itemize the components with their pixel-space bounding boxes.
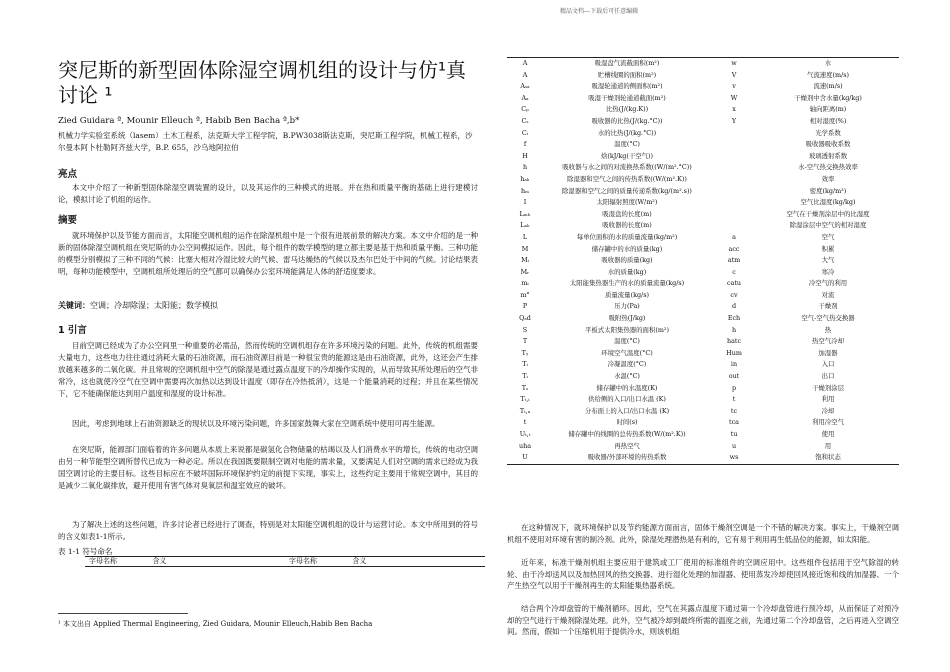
subscript-meaning-cell: 光学系数 (815, 128, 841, 137)
description-cell: 每单位面积的水的质量流量(kg/m²) (576, 232, 678, 241)
nomenclature-row (507, 244, 899, 256)
symbol-cell: H (522, 151, 528, 160)
nomenclature-row (507, 209, 899, 221)
subscript-cell: a (732, 232, 736, 241)
subscript-meaning-cell: 使用 (821, 430, 835, 438)
symbol-cell: Cᵢ (521, 128, 529, 137)
subscript-meaning-cell: 水 (757, 58, 899, 70)
description-cell: 再热空气 (614, 441, 640, 450)
nomenclature-row (507, 70, 899, 82)
description-cell: 供给侧的入口/出口水温 (K) (588, 395, 666, 404)
subscript-meaning-cell: 干燥剂中含水量(kg/kg) (794, 93, 862, 102)
subscript-cell (711, 162, 757, 174)
subscript-meaning-cell: 除湿涂层中空气的相对湿度 (789, 221, 867, 230)
symbol-cell: t (523, 418, 527, 427)
description-cell: 水的比热(J/(kg.°C)) (597, 128, 657, 137)
subscript-cell: catu (726, 279, 742, 288)
symbol-cell: Qₐd (519, 314, 531, 323)
subscript-meaning-cell: 利用冷空气 (812, 418, 844, 427)
description-cell: 冷凝温度(°C) (607, 360, 647, 369)
description-cell: 质量流量(kg/s) (605, 290, 649, 299)
subscript-meaning-cell: 流速(m/s) (813, 82, 843, 91)
subscript-meaning-cell: 轴向距离(m) (809, 105, 847, 114)
subscript-meaning-cell: 大气 (821, 256, 835, 265)
description-cell: 吸收器/外部环境的传热系数 (543, 452, 711, 464)
subscript-cell (711, 151, 757, 163)
nomenclature-row (507, 139, 899, 151)
symbol-cell: f (523, 140, 527, 149)
nomenclature-row (507, 93, 899, 105)
description-cell: 吸湿轮通道的侧面积(m²) (591, 82, 663, 91)
subscript-cell: u (731, 441, 737, 450)
subscript-cell (711, 174, 757, 186)
description-cell: 吸收器的质量(kg) (601, 256, 653, 265)
subscript-meaning-cell: 加湿器 (818, 348, 838, 357)
nomenclature-row (507, 58, 899, 70)
description-cell: 吸收器的长度(m) (602, 221, 652, 230)
nomenclature-row (507, 128, 899, 140)
subscript-cell: x (732, 105, 736, 114)
symbol-cell: h (522, 163, 528, 172)
subscript-meaning-cell: 空气比湿度(kg/kg) (800, 198, 856, 207)
nomenclature-row (507, 394, 899, 406)
nomenclature-row (507, 232, 899, 244)
symbol-cell: Tᵢ (522, 372, 528, 381)
subscript-meaning-cell: 相对湿度(%) (809, 116, 847, 125)
symbol-cell: A (522, 70, 528, 79)
description-cell: 吸湿盘的长度(m) (602, 209, 652, 218)
subscript-meaning-cell: 出口 (821, 372, 835, 381)
subscript-cell: p (731, 383, 737, 392)
symbol-cell: Lₐₕ (520, 221, 530, 230)
subscript-cell (711, 139, 757, 151)
symbol-cell: Tᵢ (522, 360, 528, 369)
symbol-header: 字母名称 (285, 557, 348, 567)
subscript-cell: out (728, 372, 740, 381)
subscript-cell: tca (729, 418, 739, 427)
description-cell: 焓(kJ/kg(干空气)) (600, 151, 654, 160)
subscript-meaning-cell: 利用 (821, 395, 835, 404)
subscript-cell: cv (730, 290, 738, 299)
subscript-cell: atm (727, 256, 741, 265)
symbol-cell: Tᵧ (521, 348, 529, 357)
subscript-cell: acc (728, 244, 740, 253)
symbol-cell: Lₘₕ (519, 209, 531, 218)
subscript-meaning-cell: 密度(kg/m³) (809, 186, 847, 195)
subscript-meaning-cell: 空气在干燥剂涂层中的比湿度 (786, 209, 870, 218)
subscript-cell: V (731, 70, 737, 79)
symbol-table-caption: 表 1-1 符号命名 (58, 547, 113, 556)
subscript-cell: h (731, 325, 737, 334)
symbol-cell: Cₚ (521, 105, 529, 114)
subscript-cell (711, 128, 757, 140)
symbol-cell: Mᵣ (520, 267, 530, 276)
nomenclature-row (507, 383, 899, 395)
subscript-meaning-cell: 寒冷 (821, 267, 835, 276)
subscript-meaning-cell: 空气-空气热交换器 (801, 314, 855, 323)
description-cell: 贮槽线圈的面积(m²) (597, 70, 657, 79)
subscript-meaning-cell: 对流 (821, 290, 835, 299)
subscript-meaning-cell: 干燥剂涂层 (812, 383, 844, 392)
keywords-text: 空调；冷却除湿；太阳能；数学模拟 (90, 301, 218, 310)
description-cell: 时间(s) (616, 418, 638, 427)
nomenclature-row (507, 313, 899, 325)
nomenclature-row (507, 116, 899, 128)
symbol-cell: Tₜ,ₐ (519, 406, 531, 415)
symbol-cell: Uₜ,ₜ (519, 430, 531, 438)
meaning-header: 含义 (148, 557, 285, 567)
nomenclature-row (507, 220, 899, 232)
description-cell: 太阳能集热器生产的水的质量流量(kg/s) (569, 279, 685, 288)
subscript-cell: hatc (726, 337, 742, 346)
description-cell: 太阳辐射照度(W/m²) (596, 198, 658, 207)
symbol-cell: Aₛₐ (520, 82, 530, 91)
intro-heading: 1 引言 (58, 325, 87, 336)
nomenclature-row (507, 441, 899, 453)
description-cell: 比热(J/(kg.K)) (605, 105, 649, 114)
subscript-meaning-cell: 干燥剂 (818, 302, 838, 311)
subscript-meaning-cell: 水-空气热交换热效率 (798, 163, 858, 172)
subscript-cell: Ech (727, 314, 741, 323)
right-paragraph-2: 近年来，标准干燥剂机组主要应用于建筑或工厂使用的标准组件的空调应用中。这些组件包括用于空气除湿的转轮、由于冷却送风以及加热回风的热交换器、进行湿化处理的加湿器、使用蒸发冷却使回风接近饱和线的加湿器、一个产生热空气以用于干燥剂再生的太阳能集热器系统。 (507, 558, 899, 590)
right-paragraph-3: 结合两个冷却盘管的干燥剂循环。因此，空气在其露点温度下通过第一个冷却盘管进行预冷却，从而保证了对预冷却的空气进行干燥剂除湿处理。此外，空气被冷却到最终所需的温度之前，先通过第二个冷却盘管，之后再进入空调空间。然而，假如一个压缩机用于提供冷水，则该机组 (507, 604, 899, 636)
description-cell: 吸收器的比热(J/(kg.°C)) (591, 116, 663, 125)
subscript-meaning-cell: 玻璃透射系数 (808, 151, 848, 160)
nomenclature-row (507, 278, 899, 290)
description-cell: 温度(°C) (614, 140, 640, 149)
subscript-cell: v (732, 82, 736, 91)
description-cell: 平板式太阳集热器的面积(m²) (585, 325, 669, 334)
description-cell: 除湿器和空气之间的质量传递系数(kg/(m².s)) (562, 186, 692, 195)
intro-paragraph-4: 为了解决上述的这些问题，许多讨论者已经进行了调查，特别是对太阳能空调机组的设计与运营讨论。本文中所用到的符号的含义如表1-1所示。 (58, 520, 478, 541)
symbol-cell: U (507, 452, 543, 464)
subscript-cell (711, 197, 757, 209)
intro-paragraph-1: 目前空调已经成为了办公空间里一种重要的必需品，然而传统的空调机组存在许多环境污染的问题。此外，传统的机组需要大量电力，这些电力往往通过消耗大量的石油资源，而石油资源目前是一种很宝贵的能源这是由石油资源，此外，这还会产生排放越来越多的二氧化碳。并且常规的空调机组中空气的除湿是通过露点温度下的冷却操作实现的，从而导致其所处理后的空气非常冷，这也就使冷空气在空调中需要再次加热以达到设计温度（即存在冷热抵消），这是一个能量消耗的过程；并且在某些情况下，它不能确保能达到用户温度和湿度的设计标准。 (58, 341, 478, 398)
subscript-cell: Y (731, 116, 737, 125)
description-cell: 温度(°C) (614, 337, 640, 346)
authors: Zied Guidara ª, Mounir Elleuch ª, Habib Ben Bacha ª,b* (58, 116, 300, 126)
affiliation: 机械力学实验室系统（lasem）土木工程系，法克斯大学工程学院，B.PW3038斯法克斯，突尼斯工程学院，机械工程系，沙尔曼本阿卜杜勒阿齐兹大学，B.P. 655，沙乌地阿拉伯 (58, 131, 473, 152)
subscript-meaning-cell: 气流速度(m/s) (806, 70, 850, 79)
symbol-table (85, 556, 485, 567)
keywords (58, 300, 218, 311)
symbol-cell: hₐₕ (520, 174, 530, 183)
watermark: 精品文档---下载后可任意编辑 (560, 8, 639, 15)
subscript-meaning-cell: 空气 (821, 232, 835, 241)
paper-title: 突尼斯的新型固体除湿空调机组的设计与仿¹真讨论 ¹ (58, 58, 467, 107)
subscript-cell: tu (730, 430, 738, 438)
description-cell: 除湿器和空气之间的传热系数((W/(m².K)) (567, 174, 687, 183)
nomenclature-row (507, 174, 899, 186)
nomenclature-row (507, 417, 899, 429)
subscript-cell: ws (711, 452, 757, 464)
nomenclature-row (507, 81, 899, 93)
nomenclature-row (507, 267, 899, 279)
subscript-meaning-cell: 入口 (821, 360, 835, 369)
meaning-header: 含义 (348, 557, 485, 567)
footnote: ¹ 本文出自 Applied Thermal Engineering, Zied Guidara, Mounir Elleuch,Habib Ben Bacha (58, 620, 373, 628)
subscript-meaning-cell: 冷却 (821, 406, 835, 415)
subscript-meaning-cell: 冷空气的利用 (808, 279, 848, 288)
nomenclature-row (507, 162, 899, 174)
nomenclature-row (507, 197, 899, 209)
symbol-cell: Tₛ (521, 383, 529, 392)
description-cell: 环境空气温度(°C) (601, 348, 653, 357)
symbol-cell: Cₛ (521, 116, 529, 125)
nomenclature-row (507, 348, 899, 360)
symbol-cell: T (522, 337, 528, 346)
symbol-cell: uha (518, 441, 532, 450)
nomenclature-row (507, 429, 899, 441)
description-cell: 储存罐中的线圈的总传热系数(W/(m².K)) (568, 430, 686, 438)
highlights-text: 本文中介绍了一种新型固体除湿空调装置的设计，以及其运作的三种模式的进展。并在热和质量平衡的基础上进行建模讨论，模拟讨论了机组的运作。 (58, 183, 478, 204)
intro-paragraph-3: 在突尼斯，能源部门面临着的许多问题从本质上来说都是碳氢化合物储量的枯竭以及人们消费水平的增长，传统的电动空调由另一种节能型空调所替代已成为一种必定。所以在我国既要限制空调对电能的需求量，又要满足人们对空调的需求已经成为我国空调讨论的主要目标。这些目标应在不破坏国际环境保护约定的前提下实现，事实上，这些约定主要用于常规空调中，其目的是减少二氧化碳排放，避开使用有害气体对臭氧层和温室效应的破坏。 (58, 445, 478, 490)
symbol-cell: M (521, 244, 529, 253)
symbol-header: 字母名称 (85, 557, 148, 567)
footnote-rule (58, 613, 188, 614)
subscript-cell (711, 209, 757, 221)
nomenclature-row (507, 255, 899, 267)
abstract-text: 就环境保护以及节能方面而言，太阳能空调机组的运作在除湿机组中是一个很有进展前景的解决方案。本文中介绍的是一种新的固体除湿空调机组在突尼斯的办公空间模拟运作。因此，每个组件的数学模型的建立都主要是基于热和质量平衡。三种功能的模型分别模拟了三种不同的气候：比塞大相对冷湿比较大的气候、雷马达燥热的气候以及杰尔巴处于中间的气候。讨论结果表明，每种功能模型中，空调机组所处理后的空气都可以确保办公室环境能满足人体的舒适度要求。 (58, 231, 478, 276)
nomenclature-row (507, 359, 899, 371)
subscript-meaning-cell: 热 (824, 325, 832, 334)
subscript-cell (711, 186, 757, 198)
nomenclature-row (507, 290, 899, 302)
symbol-cell: Mᵢ (521, 256, 529, 265)
nomenclature-row (507, 104, 899, 116)
subscript-meaning-cell: 吸收器吸收系数 (805, 140, 851, 149)
subscript-meaning-cell: 用 (824, 441, 832, 450)
description-cell: 吸收器与水之间的对流换热系数((W/(m².°C)) (562, 163, 692, 172)
subscript-cell: c (732, 267, 736, 276)
symbol-cell: I (523, 198, 527, 207)
description-cell: 吸附热(J/kg) (608, 314, 646, 323)
description-cell: 压力(Pa) (614, 302, 640, 311)
intro-paragraph-2: 因此，考虑到地球上石油资源缺乏的现状以及环境污染问题，许多国家鼓舞大家在空调系统中使用可再生能源。 (72, 419, 440, 428)
abstract-heading: 摘要 (58, 215, 78, 226)
description-cell: 储存罐中的水温度(K) (596, 383, 658, 392)
description-cell: 水的质量(kg) (607, 267, 647, 276)
nomenclature-table (507, 57, 899, 465)
keywords-label: 关键词： (58, 301, 90, 310)
subscript-cell: w (711, 58, 757, 70)
symbol-cell: Aₐ (521, 93, 529, 102)
symbol-cell: P (522, 302, 528, 311)
symbol-cell: Tₜ,ᵢ (520, 395, 530, 404)
nomenclature-row (507, 406, 899, 418)
subscript-meaning-cell: 热空气冷却 (812, 337, 844, 346)
subscript-meaning-cell: 积累 (821, 244, 835, 253)
nomenclature-row (507, 151, 899, 163)
symbol-cell: A (507, 58, 543, 70)
nomenclature-row (507, 371, 899, 383)
nomenclature-row (507, 452, 899, 464)
subscript-meaning-cell: 效率 (821, 174, 835, 183)
symbol-cell: mᵢ (521, 279, 529, 288)
description-cell: 分布面上的入口/出口水温 (K) (584, 406, 670, 415)
subscript-cell: tc (730, 406, 738, 415)
subscript-cell (711, 220, 757, 232)
description-cell: 吸湿盘气流截面积(m²) (543, 58, 711, 70)
subscript-meaning-cell: 饱和状态 (757, 452, 899, 464)
description-cell: 吸湿干燥剂轮通道截面(m²) (588, 93, 666, 102)
highlights-heading: 亮点 (58, 169, 78, 180)
nomenclature-row (507, 186, 899, 198)
right-paragraph-1: 在这种情况下，就环境保护以及节约能源方面而言，固体干燥剂空调是一个不错的解决方案。事实上，干燥剂空调机组不使用对环境有害的制冷剂。此外，除湿处理潜热是有利的，它有易于利用再生低品位的能源，如太阳能。 (507, 523, 899, 544)
symbol-cell: L (522, 232, 528, 241)
nomenclature-row (507, 301, 899, 313)
nomenclature-row (507, 336, 899, 348)
description-cell: 水温(°C) (614, 372, 640, 381)
subscript-cell: Hum (726, 348, 742, 357)
symbol-cell: S (522, 325, 528, 334)
subscript-cell: W (730, 93, 738, 102)
subscript-cell: d (731, 302, 737, 311)
symbol-cell: hₘ (520, 186, 530, 195)
symbol-cell: m° (520, 290, 530, 299)
nomenclature-row (507, 325, 899, 337)
description-cell: 储存罐中的水的质量(kg) (591, 244, 663, 253)
subscript-cell: t (732, 395, 736, 404)
subscript-cell: in (730, 360, 738, 369)
